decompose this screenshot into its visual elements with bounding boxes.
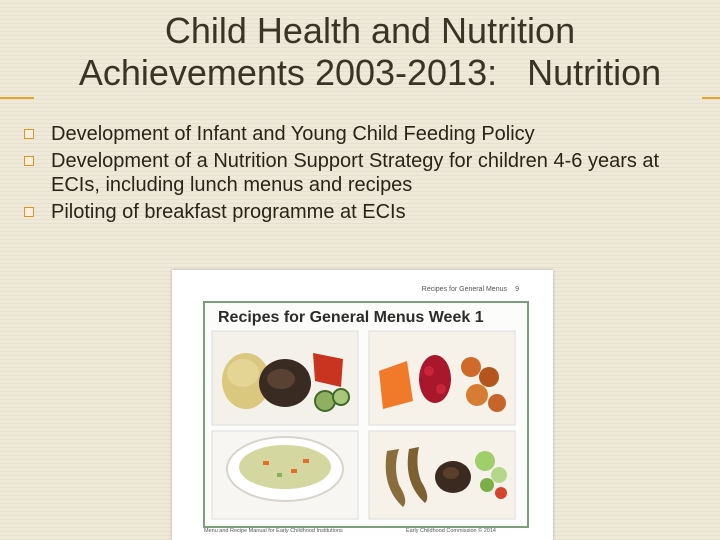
recipe-title: Recipes for General Menus Week 1 [218,309,484,326]
photo-footer-right: Early Childhood Commission © 2014 [406,528,496,534]
title-line-2: Achievements 2003-2013: Nutrition [78,52,662,93]
bullet-text: Development of a Nutrition Support Strategy for children 4-6 years at ECIs, including lunch menus and recipes [51,150,660,196]
food-photos [203,301,525,526]
title-line-1: Child Health and Nutrition [164,10,576,51]
square-bullet-icon [24,129,34,139]
square-bullet-icon [24,156,34,166]
title-rule-left [0,97,34,99]
bullet-text: Piloting of breakfast programme at ECIs [51,201,406,223]
bullet-item [22,122,712,146]
bullet-item [22,200,712,224]
dish-photo-2 [369,331,515,425]
slide-title [30,10,710,94]
square-bullet-icon [24,207,34,217]
bullet-text: Development of Infant and Young Child Feeding Policy [51,123,535,145]
photo-page-number: 9 [515,286,519,293]
dish-photo-4 [369,431,515,519]
dish-photo-1 [212,331,358,425]
bullet-item [22,149,712,197]
photo-footer-left: Menu and Recipe Manual for Early Childhood Institutions [204,528,343,534]
bullet-list [22,122,712,227]
photo-header-text: Recipes for General Menus [421,286,507,293]
dish-photo-3 [212,431,358,519]
photo-page-header [422,286,507,293]
title-rule-right [702,97,720,99]
recipe-page-photo [172,270,553,540]
